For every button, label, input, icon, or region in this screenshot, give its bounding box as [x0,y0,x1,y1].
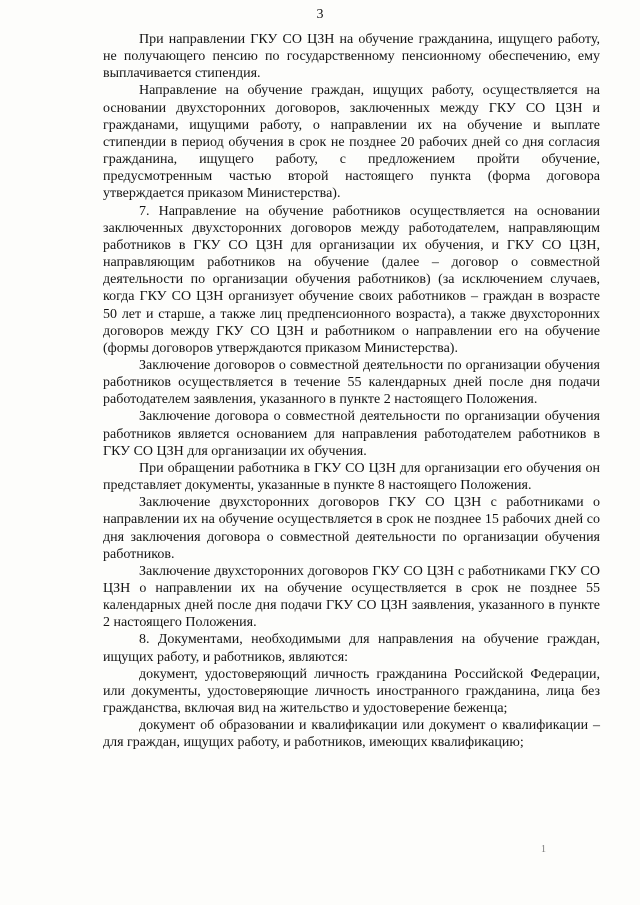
paragraph-stipend: При направлении ГКУ СО ЦЗН на обучение гражданина, ищущего работу, не получающего пенсию по государственному пенсионному обеспечению, ему выплачивается стипендия. [103,32,600,82]
paragraph-bilateral-workers: Заключение двухсторонних договоров ГКУ СО ЦЗН с работниками о направлении их на обучение осуществляется в срок не позднее 15 рабочих дней со дня заключения договора о совместной деятельности по организации обучения работников. [103,495,600,562]
paragraph-8-documents: 8. Документами, необходимыми для направления на обучение граждан, ищущих работу, и работников, являются: [103,632,600,665]
paragraph-7-workers: 7. Направление на обучение работников осуществляется на основании заключенных двухсторонних договоров между работодателем, направляющим работников в ГКУ СО ЦЗН для организации их обучения, и ГКУ СО ЦЗН, направляющим работников на обучение (далее – договор о совместной деятельности по организации обучения работников) (за исключением случаев, когда ГКУ СО ЦЗН организует обучение своих работников – граждан в возрасте 50 лет и старше, а также лиц предпенсионного возраста), а также двухсторонних договоров между ГКУ СО ЦЗН и работником о направлении его на обучение (формы договоров утверждаются приказом Министерства). [103,203,600,356]
paragraph-joint-activity-term: Заключение договоров о совместной деятельности по организации обучения работников осуществляется в течение 55 календарных дней после дня подачи работодателем заявления, указанного в пункте 2 настоящего Положения. [103,357,600,408]
paragraph-joint-activity-basis: Заключение договора о совместной деятельности по организации обучения работников является основанием для направления работодателем работников в ГКУ СО ЦЗН для организации их обучения. [103,409,600,459]
page-number: 3 [316,7,324,22]
paragraph-worker-documents: При обращении работника в ГКУ СО ЦЗН для организации его обучения он представляет документы, указанные в пункте 8 настоящего Положения. [103,460,600,494]
margin-mark: 1 [541,844,546,855]
paragraph-job-seekers-contracts: Направление на обучение граждан, ищущих работу, осуществляется на основании двухсторонних договоров, заключенных между ГКУ СО ЦЗН и гражданами, ищущими работу, о направлении их на обучение и выплате стипендии в период обучения в срок не позднее 20 рабочих дней со дня согласия гражданина, ищущего работу, с предложением пройти обучение, предусмотренным частью второй настоящего пункта (форма договора утверждается приказом Министерства). [103,83,600,202]
paragraph-identity-document: документ, удостоверяющий личность гражданина Российской Федерации, или документы, удостоверяющие личность иностранного гражданина, лица без гражданства, включая вид на жительство и удостоверение беженца; [103,666,600,717]
paragraph-education-document: документ об образовании и квалификации или документ о квалификации – для граждан, ищущих работу, и работников, имеющих квалификацию; [103,718,600,751]
paragraph-bilateral-czn-workers: Заключение двухсторонних договоров ГКУ СО ЦЗН с работниками ГКУ СО ЦЗН о направлении их на обучение осуществляется в срок не позднее 55 календарных дней после дня подачи ГКУ СО ЦЗН заявления, указанного в пункте 2 настоящего Положения. [103,563,600,631]
document-body [103,31,600,752]
